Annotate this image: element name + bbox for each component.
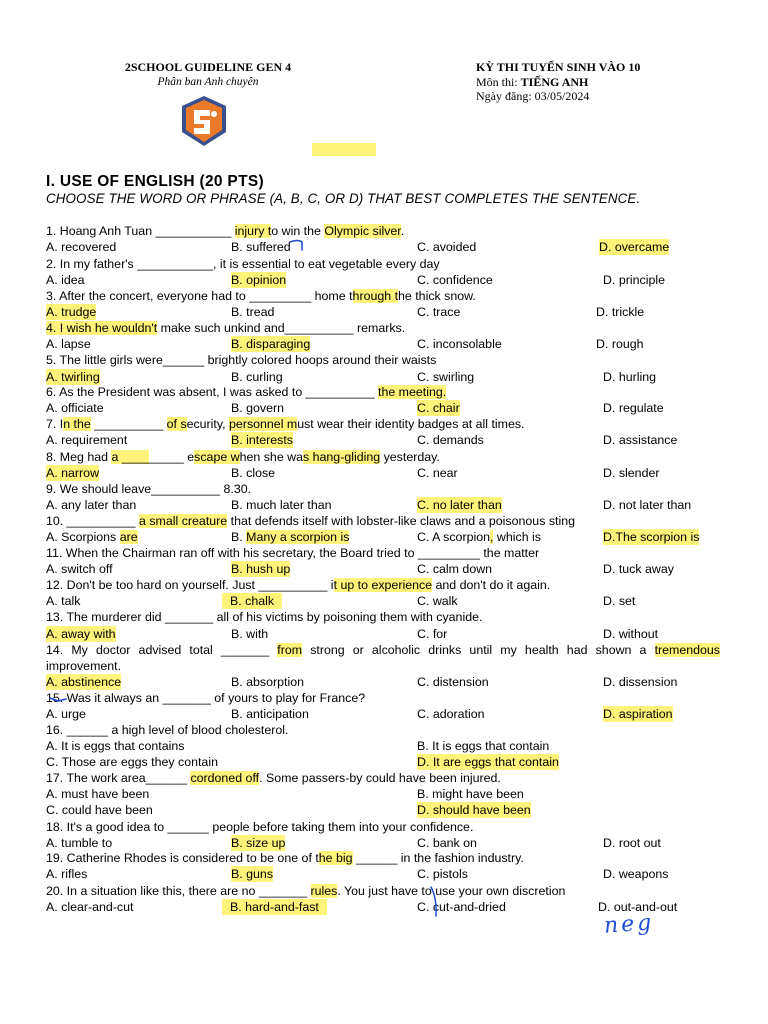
option-12b: B. chalk	[222, 593, 282, 609]
option-6b: B. govern	[231, 401, 285, 415]
question-3: 3. After the concert, everyone had to _________ home through the thick snow.	[46, 289, 476, 303]
option-13b: B. with	[231, 627, 269, 641]
question-1: 1. Hoang Anh Tuan ___________ injury to win the Olympic silver.	[46, 224, 405, 238]
option-2a: A. idea	[46, 273, 85, 287]
option-8d: D. slender	[603, 466, 660, 480]
option-18d: D. root out	[603, 836, 661, 850]
date-label: Ngày đăng:	[476, 89, 532, 103]
option-11c: C. calm down	[417, 562, 493, 576]
section-title: I. USE OF ENGLISH (20 PTS)	[46, 173, 264, 190]
option-1b: B. suffered	[231, 240, 291, 254]
question-10: 10. __________ a small creature that defends itself with lobster-like claws and a poisonous sting	[46, 514, 576, 528]
question-16: 16. ______ a high level of blood cholesterol.	[46, 723, 289, 737]
option-2d: D. principle	[603, 273, 665, 287]
option-12a: A. talk	[46, 594, 81, 608]
option-7d: D. assistance	[603, 433, 678, 447]
option-4a: A. lapse	[46, 337, 91, 351]
question-18: 18. It's a good idea to ______ people before taking them into your confidence.	[46, 820, 474, 834]
option-19c: C. pistols	[417, 867, 468, 881]
option-19b: B. guns	[231, 867, 274, 881]
question-11: 11. When the Chairman ran off with his secretary, the Board tried to _________ the matter	[46, 546, 540, 560]
option-20b: B. hard-and-fast	[222, 899, 327, 915]
pen-mark-q20	[428, 884, 444, 920]
option-20a: A. clear-and-cut	[46, 900, 134, 914]
option-5d: D. hurling	[603, 370, 657, 384]
question-6: 6. As the President was absent, I was asked to __________ the meeting.	[46, 385, 447, 399]
option-13c: C. for	[417, 627, 448, 641]
option-18a: A. tumble to	[46, 836, 113, 850]
question-4: 4. I wish he wouldn't make such unkind and__________ remarks.	[46, 321, 406, 335]
question-7: 7. In the __________ of security, personnel must wear their identity badges at all times.	[46, 417, 525, 431]
option-8c: C. near	[417, 466, 458, 480]
option-17c: C. could have been	[46, 803, 153, 817]
date-line	[476, 89, 640, 104]
option-5a: A. twirling	[46, 370, 100, 384]
subject-line	[476, 75, 640, 90]
option-15a: A. urge	[46, 707, 86, 721]
option-10b: B. Many a scorpion is	[231, 530, 350, 544]
option-16c: C. Those are eggs they contain	[46, 755, 218, 769]
option-9b: B. much later than	[231, 498, 332, 512]
option-1a: A. recovered	[46, 240, 117, 254]
option-4d: D. rough	[596, 337, 644, 351]
header-left	[108, 60, 308, 90]
option-12c: C. walk	[417, 594, 458, 608]
question-14-cont: improvement.	[46, 659, 122, 673]
option-6a: A. officiate	[46, 401, 104, 415]
option-3d: D. trickle	[596, 305, 645, 319]
option-18b: B. size up	[231, 836, 286, 850]
option-7a: A. requirement	[46, 433, 128, 447]
option-9d: D. not later than	[603, 498, 692, 512]
option-1c: C. avoided	[417, 240, 477, 254]
option-17d: D. should have been	[417, 803, 531, 817]
section-instruction: CHOOSE THE WORD OR PHRASE (A, B, C, OR D) THAT BEST COMPLETES THE SENTENCE.	[46, 191, 641, 206]
option-5c: C. swirling	[417, 370, 475, 384]
option-6c: C. chair	[417, 401, 460, 415]
subject-label: Môn thi:	[476, 74, 518, 89]
school-logo-icon	[178, 94, 230, 148]
question-8: 8. Meg had a _________ escape when she was hang-gliding yesterday.	[46, 450, 440, 464]
option-20d: D. out-and-out	[598, 900, 678, 914]
option-9c: C. no later than	[417, 498, 502, 512]
option-4b: B. disparaging	[231, 337, 311, 351]
question-14: 14. My doctor advised total _______ from strong or alcoholic drinks until my health had shown a tremendous	[46, 643, 720, 657]
option-17b: B. might have been	[417, 787, 524, 801]
question-19: 19. Catherine Rhodes is considered to be one of the big ______ in the fashion industry.	[46, 851, 524, 865]
option-3b: B. tread	[231, 305, 275, 319]
option-13a: A. away with	[46, 627, 116, 641]
option-16a: A. It is eggs that contains	[46, 739, 185, 753]
dept-name: Phân ban Anh chuyên	[157, 76, 259, 88]
option-10c: C. A scorpion, which is	[417, 530, 541, 544]
option-5b: B. curling	[231, 370, 283, 384]
question-5: 5. The little girls were______ brightly colored hoops around their waists	[46, 353, 437, 367]
option-13d: D. without	[603, 627, 659, 641]
pen-mark-q1	[288, 238, 306, 254]
option-15b: B. anticipation	[231, 707, 309, 721]
date-value: 03/05/2024	[534, 89, 590, 103]
question-13: 13. The murderer did _______ all of his victims by poisoning them with cyanide.	[46, 610, 483, 624]
option-3c: C. trace	[417, 305, 461, 319]
option-4c: C. inconsolable	[417, 337, 502, 351]
option-11b: B. hush up	[231, 562, 291, 576]
option-19d: D. weapons	[603, 867, 669, 881]
option-7c: C. demands	[417, 433, 484, 447]
org-name: 2SCHOOL GUIDELINE GEN 4	[124, 60, 292, 74]
option-16b: B. It is eggs that contain	[417, 739, 550, 753]
option-15c: C. adoration	[417, 707, 485, 721]
option-9a: A. any later than	[46, 498, 137, 512]
option-7b: B. interests	[231, 433, 293, 447]
option-14d: D. dissension	[603, 675, 678, 689]
option-12d: D. set	[603, 594, 636, 608]
option-14a: A. abstinence	[46, 675, 122, 689]
option-2b: B. opinion	[231, 273, 287, 287]
question-2: 2. In my father's ___________, it is essential to eat vegetable every day	[46, 257, 440, 271]
question-17: 17. The work area______ cordoned off. Some passers-by could have been injured.	[46, 771, 501, 785]
option-6d: D. regulate	[603, 401, 664, 415]
option-17a: A. must have been	[46, 787, 150, 801]
option-14c: C. distension	[417, 675, 489, 689]
question-12: 12. Don't be too hard on yourself. Just __________ it up to experience and don't do it again.	[46, 578, 551, 592]
option-3a: A. trudge	[46, 305, 97, 319]
exam-title: KỲ THI TUYỂN SINH VÀO 10	[476, 60, 641, 74]
option-14b: B. absorption	[231, 675, 305, 689]
handwritten-note: neg	[603, 910, 656, 939]
option-18c: C. bank on	[417, 836, 477, 850]
header-right	[476, 60, 640, 104]
option-15d: D. aspiration	[603, 707, 673, 721]
option-8a: A. narrow	[46, 466, 100, 480]
option-10a: A. Scorpions are	[46, 530, 138, 544]
subject-value: TIẾNG ANH	[520, 74, 589, 89]
option-16d: D. It are eggs that contain	[417, 755, 559, 769]
option-8b: B. close	[231, 466, 276, 480]
question-9: 9. We should leave__________ 8.30.	[46, 482, 252, 496]
option-19a: A. rifles	[46, 867, 88, 881]
question-20: 20. In a situation like this, there are no _______ rules. You just have to use your own discretion	[46, 884, 566, 898]
option-20c: C. cut-and-dried	[417, 900, 506, 914]
option-10d: D.The scorpion is	[603, 530, 700, 544]
option-2c: C. confidence	[417, 273, 493, 287]
option-1d: D. overcame	[599, 240, 670, 254]
option-11d: D. tuck away	[603, 562, 674, 576]
pen-mark-q15	[48, 692, 70, 706]
option-11a: A. switch off	[46, 562, 113, 576]
question-15: 15. Was it always an _______ of yours to play for France?	[46, 691, 366, 705]
stray-highlight	[312, 143, 376, 156]
